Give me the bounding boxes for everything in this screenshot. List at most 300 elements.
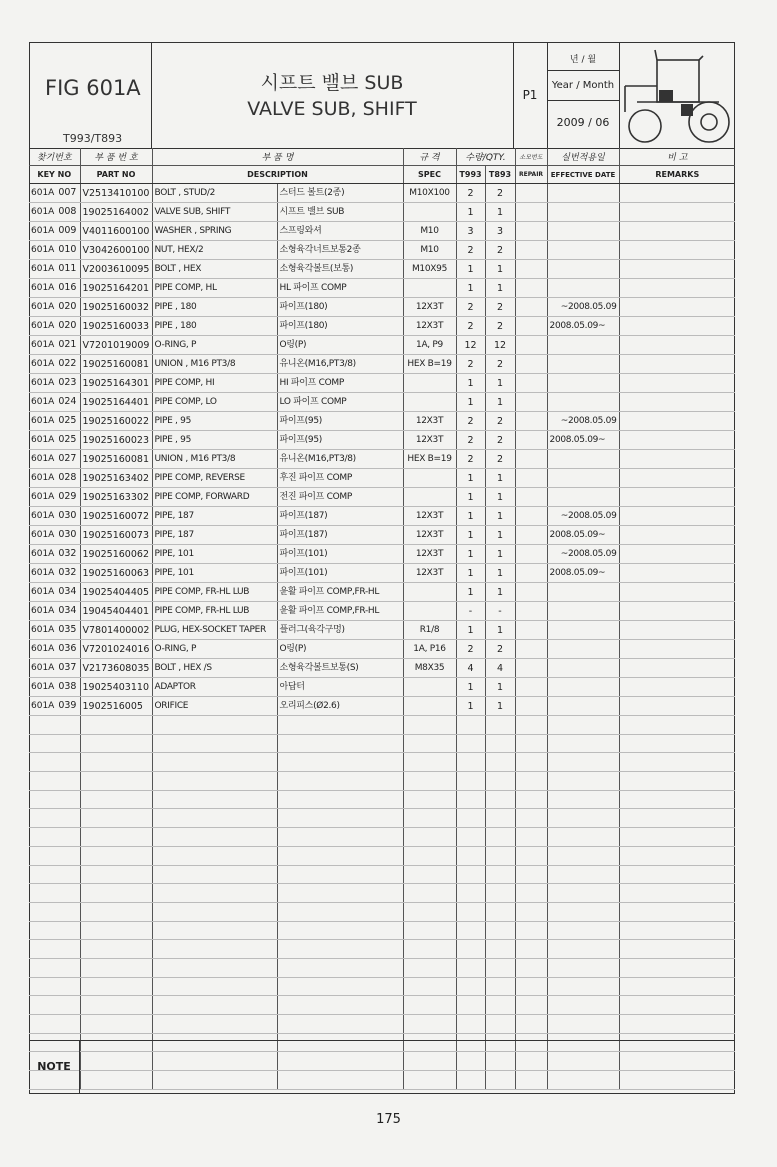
empty-cell — [80, 977, 152, 996]
empty-cell — [277, 828, 403, 847]
empty-cell — [277, 734, 403, 753]
qty-t993: 1 — [456, 545, 485, 564]
empty-cell — [152, 921, 277, 940]
spec — [403, 583, 456, 602]
description-ko: 윤활 파이프 COMP,FR-HL — [277, 583, 403, 602]
empty-cell — [485, 921, 515, 940]
empty-cell — [152, 865, 277, 884]
key-no-cell — [29, 564, 80, 583]
repair — [515, 526, 547, 545]
parts-sheet — [29, 42, 735, 1094]
empty-cell — [547, 902, 619, 921]
effective-date — [547, 241, 619, 260]
table-row — [29, 450, 735, 469]
part-no: 19025160032 — [80, 298, 152, 317]
description-ko: LO 파이프 COMP — [277, 393, 403, 412]
empty-cell — [277, 996, 403, 1015]
remarks — [619, 678, 735, 697]
key-no: 027 — [58, 453, 77, 464]
effective-date — [547, 393, 619, 412]
empty-cell — [29, 940, 80, 959]
remarks — [619, 241, 735, 260]
remarks — [619, 393, 735, 412]
empty-row — [29, 846, 735, 865]
empty-cell — [619, 958, 735, 977]
empty-cell — [29, 772, 80, 791]
spec — [403, 678, 456, 697]
fig-ref: 601A — [31, 359, 55, 369]
empty-cell — [456, 921, 485, 940]
empty-cell — [515, 772, 547, 791]
col-repair-ko: 소모번도 — [515, 148, 547, 166]
description-en: PIPE COMP, FR-HL LUB — [152, 602, 277, 621]
table-row — [29, 507, 735, 526]
empty-cell — [515, 716, 547, 735]
empty-cell — [80, 809, 152, 828]
description-en: O-RING, P — [152, 640, 277, 659]
description-ko: O링(P) — [277, 336, 403, 355]
header-rule — [29, 42, 735, 149]
qty-t893: 1 — [485, 393, 515, 412]
empty-cell — [456, 734, 485, 753]
empty-cell — [515, 884, 547, 903]
empty-cell — [456, 977, 485, 996]
key-no: 034 — [58, 605, 77, 616]
part-no: 19025160023 — [80, 431, 152, 450]
empty-cell — [547, 1015, 619, 1034]
qty-t993: 1 — [456, 203, 485, 222]
empty-cell — [29, 828, 80, 847]
col-qty-ko: 수량/QTY. — [456, 148, 515, 166]
empty-cell — [619, 734, 735, 753]
empty-cell — [277, 921, 403, 940]
empty-cell — [456, 958, 485, 977]
fig-ref: 601A — [31, 264, 55, 274]
fig-ref: 601A — [31, 663, 55, 673]
empty-cell — [80, 902, 152, 921]
empty-cell — [80, 996, 152, 1015]
fig-ref: 601A — [31, 245, 55, 255]
effective-date — [547, 678, 619, 697]
part-no: V3042600100 — [80, 241, 152, 260]
empty-row — [29, 716, 735, 735]
qty-t893: 12 — [485, 336, 515, 355]
empty-cell — [619, 1015, 735, 1034]
key-no-cell — [29, 374, 80, 393]
parts-table — [29, 148, 735, 1090]
empty-cell — [29, 846, 80, 865]
description-en: O-RING, P — [152, 336, 277, 355]
empty-cell — [152, 809, 277, 828]
empty-cell — [485, 977, 515, 996]
description-ko: 파이프(180) — [277, 317, 403, 336]
description-en: PIPE COMP, FR-HL LUB — [152, 583, 277, 602]
empty-cell — [456, 884, 485, 903]
description-en: PIPE , 180 — [152, 317, 277, 336]
description-en: PLUG, HEX-SOCKET TAPER — [152, 621, 277, 640]
description-ko: 파이프(95) — [277, 431, 403, 450]
fig-ref: 601A — [31, 283, 55, 293]
spec: 12X3T — [403, 431, 456, 450]
fig-ref: 601A — [31, 625, 55, 635]
key-no-cell — [29, 184, 80, 203]
qty-t893: 1 — [485, 545, 515, 564]
qty-t893: 2 — [485, 317, 515, 336]
table-row — [29, 203, 735, 222]
table-row — [29, 355, 735, 374]
fig-code: FIG 601A — [45, 76, 141, 100]
description-en: PIPE COMP, FORWARD — [152, 488, 277, 507]
part-no: 19025164002 — [80, 203, 152, 222]
empty-cell — [547, 958, 619, 977]
empty-cell — [547, 865, 619, 884]
year-month-label-ko: 년 / 월 — [569, 55, 597, 65]
empty-cell — [152, 828, 277, 847]
page-code: P1 — [522, 88, 538, 102]
empty-row — [29, 865, 735, 884]
remarks — [619, 564, 735, 583]
empty-cell — [547, 790, 619, 809]
repair — [515, 450, 547, 469]
key-no-cell — [29, 545, 80, 564]
key-no: 020 — [58, 320, 77, 331]
empty-cell — [485, 902, 515, 921]
fig-ref: 601A — [31, 340, 55, 350]
repair — [515, 298, 547, 317]
part-no: 19025164201 — [80, 279, 152, 298]
empty-cell — [403, 790, 456, 809]
spec: 12X3T — [403, 298, 456, 317]
description-ko: 소형육각볼트보통(S) — [277, 659, 403, 678]
empty-cell — [456, 846, 485, 865]
empty-row — [29, 902, 735, 921]
key-no: 023 — [58, 377, 77, 388]
empty-cell — [619, 753, 735, 772]
repair — [515, 241, 547, 260]
empty-cell — [515, 977, 547, 996]
empty-cell — [29, 716, 80, 735]
qty-t993: - — [456, 602, 485, 621]
empty-cell — [547, 734, 619, 753]
remarks — [619, 336, 735, 355]
description-en: BOLT , HEX /S — [152, 659, 277, 678]
qty-t893: 4 — [485, 659, 515, 678]
part-no: 19025160081 — [80, 450, 152, 469]
description-ko: 스터드 볼트(2종) — [277, 184, 403, 203]
repair — [515, 469, 547, 488]
empty-cell — [515, 809, 547, 828]
spec: 12X3T — [403, 507, 456, 526]
empty-cell — [403, 921, 456, 940]
empty-cell — [403, 753, 456, 772]
repair — [515, 678, 547, 697]
key-no: 016 — [58, 282, 77, 293]
col-qty-t893: T893 — [485, 166, 515, 184]
col-description: DESCRIPTION — [152, 166, 403, 184]
empty-cell — [80, 1015, 152, 1034]
part-no: 19025160072 — [80, 507, 152, 526]
empty-cell — [403, 996, 456, 1015]
part-no: V7801400002 — [80, 621, 152, 640]
empty-cell — [456, 790, 485, 809]
table-row — [29, 697, 735, 716]
key-no-cell — [29, 469, 80, 488]
empty-cell — [403, 846, 456, 865]
repair — [515, 602, 547, 621]
qty-t893: 1 — [485, 583, 515, 602]
key-no: 009 — [58, 225, 77, 236]
effective-date: ~2008.05.09 — [547, 412, 619, 431]
table-row — [29, 184, 735, 203]
key-no: 032 — [58, 548, 77, 559]
spec: M10X100 — [403, 184, 456, 203]
empty-cell — [619, 865, 735, 884]
part-no: V2003610095 — [80, 260, 152, 279]
empty-cell — [277, 902, 403, 921]
empty-cell — [485, 734, 515, 753]
empty-cell — [547, 772, 619, 791]
effective-date — [547, 279, 619, 298]
empty-cell — [456, 809, 485, 828]
key-no-cell — [29, 393, 80, 412]
empty-cell — [515, 921, 547, 940]
fig-ref: 601A — [31, 682, 55, 692]
table-row — [29, 678, 735, 697]
part-no: 19025404405 — [80, 583, 152, 602]
description-ko: 윤활 파이프 COMP,FR-HL — [277, 602, 403, 621]
remarks — [619, 279, 735, 298]
empty-cell — [485, 996, 515, 1015]
empty-cell — [403, 940, 456, 959]
key-no-cell — [29, 450, 80, 469]
col-qty-t993: T993 — [456, 166, 485, 184]
empty-cell — [29, 921, 80, 940]
empty-cell — [152, 884, 277, 903]
description-ko: 유니온(M16,PT3/8) — [277, 355, 403, 374]
repair — [515, 184, 547, 203]
empty-cell — [515, 753, 547, 772]
key-no-cell — [29, 298, 80, 317]
key-no-cell — [29, 697, 80, 716]
table-row — [29, 393, 735, 412]
repair — [515, 621, 547, 640]
description-en: NUT, HEX/2 — [152, 241, 277, 260]
table-row — [29, 336, 735, 355]
qty-t993: 1 — [456, 260, 485, 279]
effective-date — [547, 697, 619, 716]
empty-cell — [515, 996, 547, 1015]
description-en: ORIFICE — [152, 697, 277, 716]
col-part-ko: 부 품 번 호 — [80, 148, 152, 166]
spec — [403, 602, 456, 621]
empty-cell — [277, 772, 403, 791]
effective-date: 2008.05.09~ — [547, 564, 619, 583]
repair — [515, 374, 547, 393]
key-no-cell — [29, 336, 80, 355]
key-no: 035 — [58, 624, 77, 635]
description-ko: O링(P) — [277, 640, 403, 659]
empty-row — [29, 940, 735, 959]
part-no: 19045404401 — [80, 602, 152, 621]
empty-cell — [277, 977, 403, 996]
table-row — [29, 488, 735, 507]
part-no: 1902516005 — [80, 697, 152, 716]
remarks — [619, 431, 735, 450]
qty-t993: 3 — [456, 222, 485, 241]
spec — [403, 279, 456, 298]
empty-cell — [277, 1015, 403, 1034]
repair — [515, 431, 547, 450]
remarks — [619, 507, 735, 526]
empty-cell — [277, 940, 403, 959]
description-ko: 파이프(95) — [277, 412, 403, 431]
spec: HEX B=19 — [403, 450, 456, 469]
empty-cell — [29, 977, 80, 996]
table-row — [29, 431, 735, 450]
fig-ref: 601A — [31, 454, 55, 464]
description-ko: 파이프(101) — [277, 564, 403, 583]
qty-t993: 2 — [456, 412, 485, 431]
empty-cell — [485, 716, 515, 735]
description-ko: 오리피스(Ø2.6) — [277, 697, 403, 716]
remarks — [619, 640, 735, 659]
spec: M10 — [403, 222, 456, 241]
fig-ref: 601A — [31, 416, 55, 426]
empty-cell — [619, 809, 735, 828]
empty-cell — [485, 772, 515, 791]
fig-ref: 601A — [31, 644, 55, 654]
qty-t893: 1 — [485, 279, 515, 298]
spec: M10X95 — [403, 260, 456, 279]
qty-t893: 2 — [485, 450, 515, 469]
part-no: 19025163302 — [80, 488, 152, 507]
spec: HEX B=19 — [403, 355, 456, 374]
spec: 12X3T — [403, 412, 456, 431]
empty-row — [29, 958, 735, 977]
key-no: 008 — [58, 206, 77, 217]
qty-t893: 2 — [485, 412, 515, 431]
col-desc-ko: 부 품 명 — [152, 148, 403, 166]
empty-cell — [485, 865, 515, 884]
description-ko: 후진 파이프 COMP — [277, 469, 403, 488]
key-no-cell — [29, 279, 80, 298]
empty-cell — [485, 809, 515, 828]
effective-date — [547, 469, 619, 488]
qty-t893: 2 — [485, 355, 515, 374]
empty-cell — [485, 753, 515, 772]
remarks — [619, 222, 735, 241]
empty-cell — [456, 772, 485, 791]
description-ko: 스프링와셔 — [277, 222, 403, 241]
fig-ref: 601A — [31, 397, 55, 407]
col-repair: REPAIR — [515, 166, 547, 184]
description-en: PIPE, 101 — [152, 564, 277, 583]
note-label: NOTE — [29, 1041, 80, 1093]
empty-row — [29, 1015, 735, 1034]
repair — [515, 545, 547, 564]
empty-cell — [456, 902, 485, 921]
description-en: BOLT , STUD/2 — [152, 184, 277, 203]
year-month-label: Year / Month — [551, 80, 615, 91]
description-ko: 유니온(M16,PT3/8) — [277, 450, 403, 469]
table-row — [29, 469, 735, 488]
col-remarks-ko: 비 고 — [619, 148, 735, 166]
key-no-cell — [29, 678, 80, 697]
qty-t993: 1 — [456, 564, 485, 583]
part-no: V2513410100 — [80, 184, 152, 203]
description-en: PIPE , 180 — [152, 298, 277, 317]
qty-t893: 1 — [485, 564, 515, 583]
effective-date — [547, 260, 619, 279]
table-row — [29, 564, 735, 583]
qty-t893: 3 — [485, 222, 515, 241]
empty-cell — [547, 828, 619, 847]
empty-cell — [456, 940, 485, 959]
key-no-cell — [29, 260, 80, 279]
key-no-cell — [29, 659, 80, 678]
qty-t893: 1 — [485, 203, 515, 222]
key-no: 039 — [58, 700, 77, 711]
empty-cell — [515, 790, 547, 809]
empty-cell — [403, 884, 456, 903]
empty-cell — [485, 846, 515, 865]
key-no-cell — [29, 507, 80, 526]
qty-t993: 1 — [456, 488, 485, 507]
description-ko: 파이프(101) — [277, 545, 403, 564]
empty-cell — [485, 790, 515, 809]
col-key: KEY NO — [29, 166, 80, 184]
description-ko: 파이프(187) — [277, 507, 403, 526]
remarks — [619, 203, 735, 222]
qty-t893: - — [485, 602, 515, 621]
table-header-english — [29, 166, 735, 184]
effective-date: ~2008.05.09 — [547, 298, 619, 317]
key-no: 034 — [58, 586, 77, 597]
key-no: 020 — [58, 301, 77, 312]
qty-t993: 1 — [456, 279, 485, 298]
key-no: 030 — [58, 529, 77, 540]
empty-cell — [515, 828, 547, 847]
effective-date: ~2008.05.09 — [547, 507, 619, 526]
repair — [515, 355, 547, 374]
empty-cell — [485, 1015, 515, 1034]
col-effective-date: EFFECTIVE DATE — [547, 166, 619, 184]
empty-cell — [619, 996, 735, 1015]
qty-t893: 2 — [485, 640, 515, 659]
part-no: V7201024016 — [80, 640, 152, 659]
remarks — [619, 545, 735, 564]
empty-row — [29, 734, 735, 753]
spec — [403, 488, 456, 507]
repair — [515, 583, 547, 602]
empty-cell — [152, 753, 277, 772]
empty-cell — [485, 940, 515, 959]
description-en: PIPE COMP, HL — [152, 279, 277, 298]
empty-cell — [80, 753, 152, 772]
qty-t893: 1 — [485, 260, 515, 279]
key-no-cell — [29, 355, 80, 374]
empty-cell — [277, 958, 403, 977]
table-row — [29, 640, 735, 659]
part-no: 19025164401 — [80, 393, 152, 412]
title-english: VALVE SUB, SHIFT — [247, 98, 417, 120]
spec: 12X3T — [403, 317, 456, 336]
empty-cell — [547, 996, 619, 1015]
effective-date — [547, 374, 619, 393]
empty-cell — [29, 996, 80, 1015]
key-no: 030 — [58, 510, 77, 521]
key-no: 037 — [58, 662, 77, 673]
